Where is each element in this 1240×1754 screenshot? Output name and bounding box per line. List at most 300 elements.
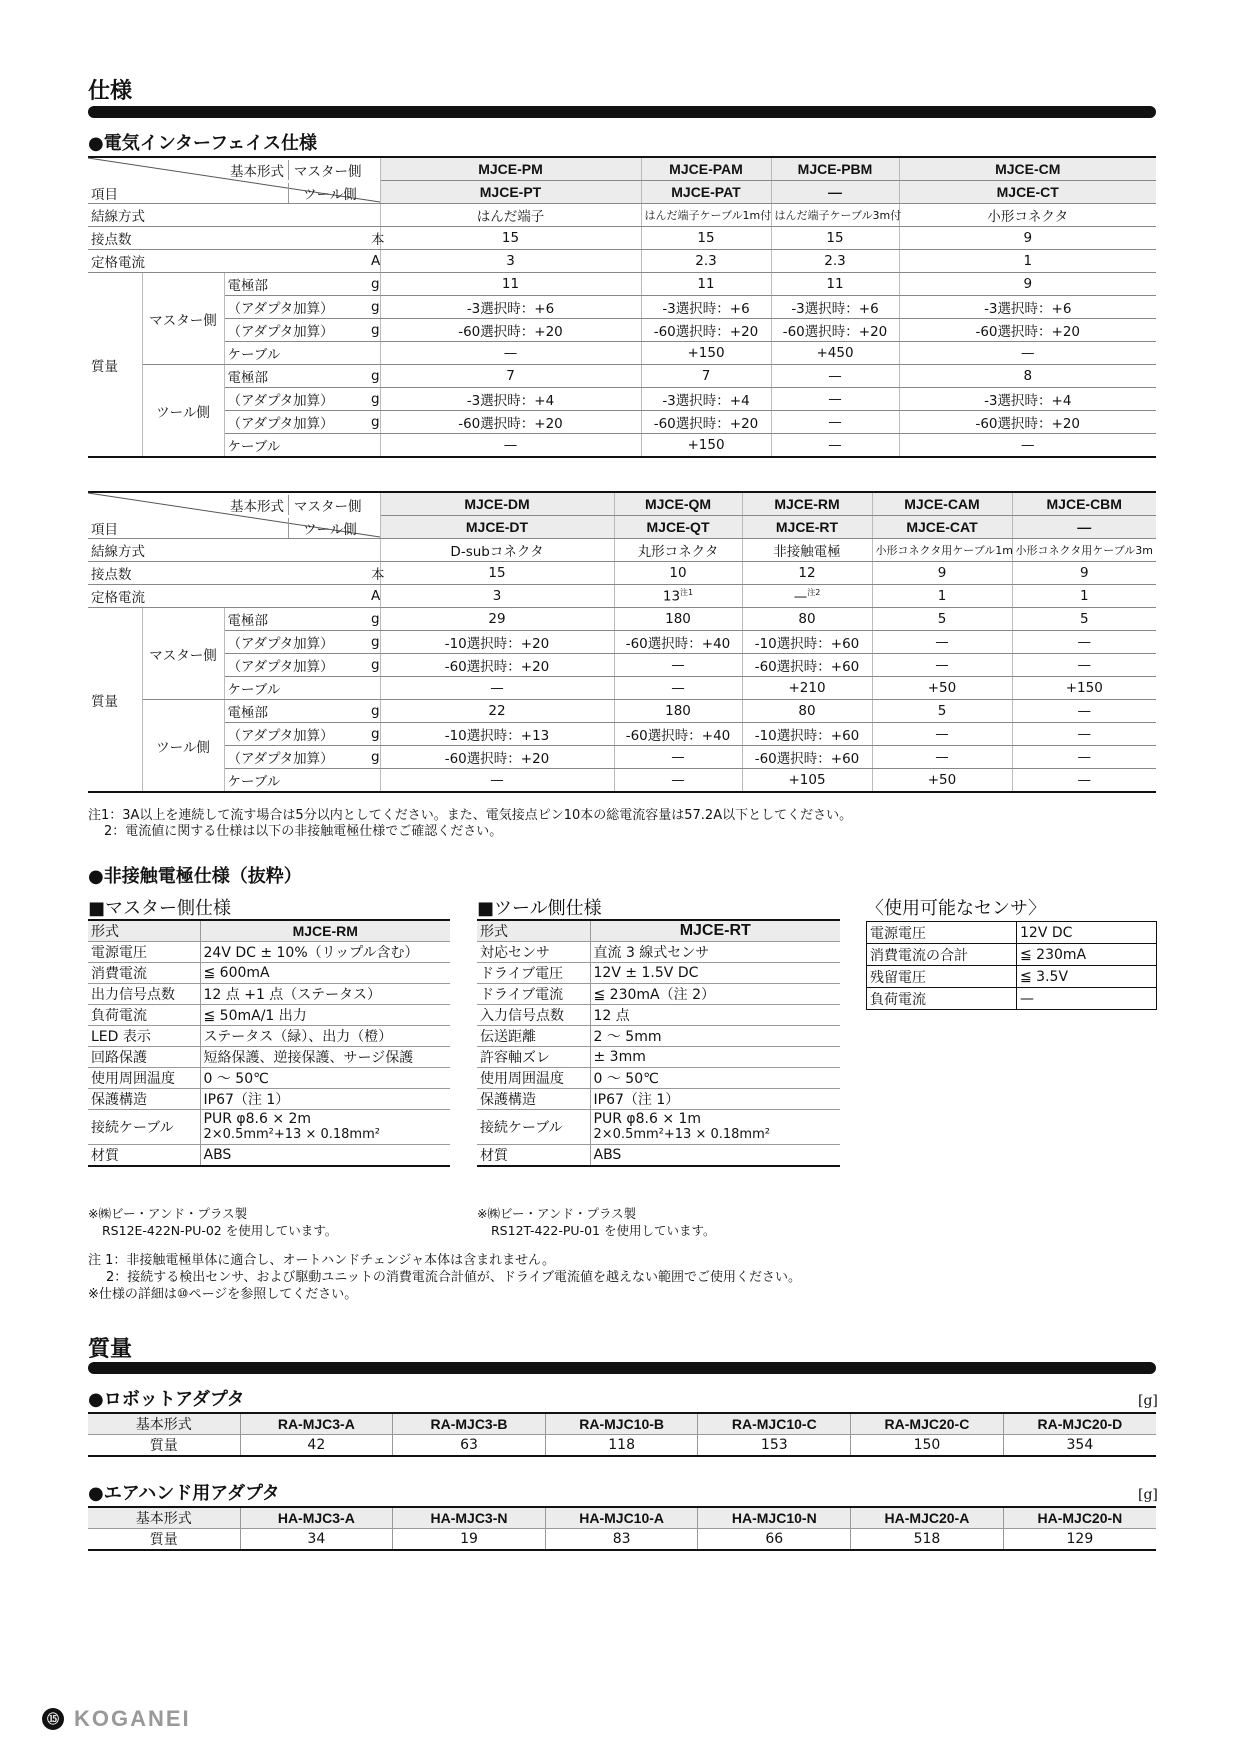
spec-value: ≦ 600mA bbox=[200, 963, 450, 984]
cell: 1 bbox=[899, 250, 1156, 273]
spec-value: IP67（注 1） bbox=[200, 1089, 450, 1110]
cell bbox=[742, 585, 872, 608]
cell: — bbox=[1012, 654, 1156, 677]
spec-key: 接続ケーブル bbox=[477, 1110, 590, 1145]
spec-value: 短絡保護、逆接保護、サージ保護 bbox=[200, 1047, 450, 1068]
cell: -10選択時：+13 bbox=[380, 723, 614, 746]
cell: — bbox=[771, 388, 899, 411]
cell: — bbox=[899, 434, 1156, 458]
cell: — bbox=[614, 677, 742, 700]
cell: -60選択時：+20 bbox=[380, 319, 641, 342]
cable-line-1: PUR φ8.6 × 1m bbox=[593, 1111, 702, 1127]
mass-value: 354 bbox=[1003, 1435, 1156, 1457]
mass-value: 34 bbox=[240, 1529, 393, 1551]
robot-title: ●ロボットアダプタ bbox=[88, 1389, 245, 1410]
cell: — bbox=[380, 434, 641, 458]
model-header: MJCE-DT bbox=[380, 516, 614, 539]
cell: — bbox=[1012, 700, 1156, 723]
spec-key: 保護構造 bbox=[477, 1089, 590, 1110]
spec-key: ドライブ電流 bbox=[477, 984, 590, 1005]
mass-value: 150 bbox=[851, 1435, 1004, 1457]
spec-row bbox=[477, 984, 840, 1005]
spec-key: 接続ケーブル bbox=[88, 1110, 200, 1145]
spec-value: ± 3mm bbox=[590, 1047, 840, 1068]
cell: -3選択時：+4 bbox=[641, 388, 771, 411]
model-header: MJCE-PM bbox=[380, 157, 641, 181]
cell: — bbox=[614, 746, 742, 769]
cell: — bbox=[872, 723, 1012, 746]
spec-model: MJCE-RT bbox=[590, 920, 840, 942]
cable-line-2: 2×0.5mm²+13 × 0.18mm² bbox=[593, 1127, 770, 1142]
model-header: — bbox=[1012, 516, 1156, 539]
model-header: MJCE-CT bbox=[899, 181, 1156, 204]
row-label: ケーブル bbox=[224, 342, 380, 365]
header-kihon: 基本形式 bbox=[88, 1413, 240, 1435]
unit: g bbox=[368, 608, 380, 631]
unit: g bbox=[368, 631, 380, 654]
cell: — bbox=[771, 365, 899, 388]
cell: -3選択時：+4 bbox=[899, 388, 1156, 411]
row-label: （アダプタ加算） bbox=[224, 388, 368, 411]
model-header: RA-MJC3-A bbox=[240, 1413, 393, 1435]
cell: 小形コネクタ bbox=[899, 204, 1156, 227]
header-kihon: 基本形式 bbox=[230, 164, 284, 180]
model-header: HA-MJC3-N bbox=[393, 1507, 546, 1529]
row-label: 電極部 bbox=[224, 273, 368, 296]
row-label: 接点数 bbox=[88, 227, 368, 250]
master-foot-1: ※㈱ビー・アンド・プラス製 bbox=[88, 1206, 248, 1221]
spec-row bbox=[477, 1026, 840, 1047]
row-label: 結線方式 bbox=[88, 539, 380, 562]
spec-value: 24V DC ± 10%（リップル含む） bbox=[200, 942, 450, 963]
cell: — bbox=[380, 342, 641, 365]
model-header: MJCE-PT bbox=[380, 181, 641, 204]
mass-value: 83 bbox=[545, 1529, 698, 1551]
cell: 3 bbox=[380, 250, 641, 273]
model-header: HA-MJC3-A bbox=[240, 1507, 393, 1529]
cell: -60選択時：+20 bbox=[641, 319, 771, 342]
cell: 小形コネクタ用ケーブル1m bbox=[872, 539, 1012, 562]
cell: 22 bbox=[380, 700, 614, 723]
spec-key: 材質 bbox=[477, 1145, 590, 1167]
model-header: HA-MJC20-A bbox=[851, 1507, 1004, 1529]
unit: 本 bbox=[368, 562, 380, 585]
spec-key: LED 表示 bbox=[88, 1026, 200, 1047]
header-master: マスター側 bbox=[288, 495, 362, 515]
cell: 11 bbox=[641, 273, 771, 296]
cell: 1 bbox=[872, 585, 1012, 608]
cell: -60選択時：+20 bbox=[771, 319, 899, 342]
sensor-row bbox=[867, 988, 1157, 1010]
master-spec-table bbox=[88, 919, 450, 1167]
row-label: ケーブル bbox=[224, 434, 380, 458]
model-header: MJCE-PBM bbox=[771, 157, 899, 181]
sensor-key: 電源電圧 bbox=[867, 922, 1017, 944]
cell: — bbox=[872, 631, 1012, 654]
model-header: MJCE-RM bbox=[742, 492, 872, 516]
cell: 7 bbox=[641, 365, 771, 388]
spec-value: 2 ～ 5mm bbox=[590, 1026, 840, 1047]
cell: 3 bbox=[380, 585, 614, 608]
spec-row bbox=[88, 1005, 450, 1026]
cell: — bbox=[614, 654, 742, 677]
cell: 非接触電極 bbox=[742, 539, 872, 562]
cell: はんだ端子ケーブル1m付 bbox=[641, 204, 771, 227]
cell: 15 bbox=[641, 227, 771, 250]
spec-row bbox=[477, 1110, 840, 1145]
section-bar bbox=[88, 106, 1156, 118]
cell: 5 bbox=[872, 700, 1012, 723]
cell: -60選択時：+60 bbox=[742, 746, 872, 769]
mass-value: 63 bbox=[393, 1435, 546, 1457]
note-ref: 注2 bbox=[807, 588, 821, 598]
cell: -10選択時：+60 bbox=[742, 631, 872, 654]
sensor-row bbox=[867, 944, 1157, 966]
cell: -60選択時：+20 bbox=[380, 411, 641, 434]
cell: +150 bbox=[641, 342, 771, 365]
cell: -60選択時：+60 bbox=[742, 654, 872, 677]
spec-key: 負荷電流 bbox=[88, 1005, 200, 1026]
cell: — bbox=[1012, 746, 1156, 769]
cell: — bbox=[872, 746, 1012, 769]
row-label: （アダプタ加算） bbox=[224, 411, 368, 434]
cell: — bbox=[1012, 631, 1156, 654]
unit: g bbox=[368, 700, 380, 723]
tool-side-label: ツール側 bbox=[142, 365, 224, 458]
note-ref: 注1 bbox=[680, 588, 694, 598]
spec-value: 0 ～ 50℃ bbox=[590, 1068, 840, 1089]
cell: 180 bbox=[614, 700, 742, 723]
cell: — bbox=[1012, 723, 1156, 746]
cell: -3選択時：+6 bbox=[641, 296, 771, 319]
spec-row bbox=[88, 963, 450, 984]
section-bar bbox=[88, 1362, 1156, 1374]
cell: 5 bbox=[872, 608, 1012, 631]
row-label: （アダプタ加算） bbox=[224, 296, 368, 319]
cell: 29 bbox=[380, 608, 614, 631]
cell: +105 bbox=[742, 769, 872, 793]
cable-line-1: PUR φ8.6 × 2m bbox=[203, 1111, 312, 1127]
model-header: MJCE-PAM bbox=[641, 157, 771, 181]
sensor-value: 12V DC bbox=[1017, 922, 1157, 944]
mass-label: 質量 bbox=[88, 608, 142, 793]
cell: 2.3 bbox=[641, 250, 771, 273]
header-diagonal-cell bbox=[88, 492, 368, 539]
row-label: （アダプタ加算） bbox=[224, 723, 368, 746]
master-foot-2: RS12E-422N-PU-02 を使用しています。 bbox=[102, 1223, 338, 1238]
spec-row bbox=[477, 963, 840, 984]
unit: g bbox=[368, 365, 380, 388]
row-label: 定格電流 bbox=[88, 585, 368, 608]
cell: 9 bbox=[1012, 562, 1156, 585]
row-label: （アダプタ加算） bbox=[224, 654, 368, 677]
note-5: ※仕様の詳細は⑩ページを参照してください。 bbox=[88, 1287, 358, 1302]
spec-row bbox=[88, 1110, 450, 1145]
spec-row bbox=[477, 1145, 840, 1167]
unit: g bbox=[368, 296, 380, 319]
spec-row bbox=[477, 1005, 840, 1026]
cell: -60選択時：+20 bbox=[380, 654, 614, 677]
page-number: ⑮ bbox=[46, 1712, 59, 1726]
robot-mass-table bbox=[88, 1412, 1156, 1457]
sensor-table bbox=[866, 921, 1157, 1010]
mass-value: 66 bbox=[698, 1529, 851, 1551]
mass-value: 42 bbox=[240, 1435, 393, 1457]
mass-label: 質量 bbox=[88, 273, 142, 458]
cell: +50 bbox=[872, 769, 1012, 793]
cell: -3選択時：+4 bbox=[380, 388, 641, 411]
spec-key: 消費電流 bbox=[88, 963, 200, 984]
cell: -60選択時：+20 bbox=[380, 746, 614, 769]
cell-value: — bbox=[793, 588, 808, 605]
cell-value: 13 bbox=[662, 588, 681, 605]
airhand-mass-table bbox=[88, 1506, 1156, 1551]
cell: — bbox=[872, 654, 1012, 677]
spec-value: IP67（注 1） bbox=[590, 1089, 840, 1110]
cell: はんだ端子ケーブル3m付 bbox=[771, 204, 899, 227]
spec-row bbox=[88, 1068, 450, 1089]
spec-value: ABS bbox=[590, 1145, 840, 1167]
cell: 15 bbox=[771, 227, 899, 250]
spec-key: 使用周囲温度 bbox=[88, 1068, 200, 1089]
cell: 7 bbox=[380, 365, 641, 388]
cell: 15 bbox=[380, 227, 641, 250]
header-kihon: 基本形式 bbox=[230, 499, 284, 515]
spec-key: 入力信号点数 bbox=[477, 1005, 590, 1026]
row-label: ケーブル bbox=[224, 769, 380, 793]
spec-row bbox=[477, 1089, 840, 1110]
cell: 15 bbox=[380, 562, 614, 585]
spec-row bbox=[88, 1047, 450, 1068]
sensor-row bbox=[867, 966, 1157, 988]
header-item: 項目 bbox=[91, 187, 118, 203]
unit: g bbox=[368, 411, 380, 434]
section-title-mass: 質量 bbox=[88, 1337, 133, 1362]
spec-key: 保護構造 bbox=[88, 1089, 200, 1110]
row-label: 定格電流 bbox=[88, 250, 368, 273]
cell: — bbox=[771, 411, 899, 434]
spec-key: 形式 bbox=[88, 920, 200, 942]
sensor-row bbox=[867, 922, 1157, 944]
section-title-spec: 仕様 bbox=[88, 79, 133, 104]
spec-row bbox=[477, 942, 840, 963]
cell: 9 bbox=[899, 273, 1156, 296]
note-3: 注 1：非接触電極単体に適合し、オートハンドチェンジャ本体は含まれません。 bbox=[88, 1253, 555, 1268]
master-spec-title: ■マスター側仕様 bbox=[88, 898, 232, 919]
cell: -60選択時：+20 bbox=[899, 411, 1156, 434]
cell: 80 bbox=[742, 608, 872, 631]
spec-value: 12 点 bbox=[590, 1005, 840, 1026]
spec-key: 使用周囲温度 bbox=[477, 1068, 590, 1089]
airhand-unit: [g] bbox=[1138, 1487, 1158, 1503]
model-header: MJCE-CBM bbox=[1012, 492, 1156, 516]
tool-spec-table bbox=[477, 919, 840, 1167]
header-master: マスター側 bbox=[288, 160, 362, 180]
cell bbox=[614, 585, 742, 608]
unit: 本 bbox=[368, 227, 380, 250]
cell: -60選択時：+20 bbox=[899, 319, 1156, 342]
row-label: （アダプタ加算） bbox=[224, 631, 368, 654]
spec-value bbox=[590, 1110, 840, 1145]
cell: 丸形コネクタ bbox=[614, 539, 742, 562]
spec-key: 伝送距離 bbox=[477, 1026, 590, 1047]
model-header: MJCE-CAM bbox=[872, 492, 1012, 516]
cell: -3選択時：+6 bbox=[899, 296, 1156, 319]
tool-foot-2: RS12T-422-PU-01 を使用しています。 bbox=[491, 1223, 716, 1238]
row-label: 電極部 bbox=[224, 608, 368, 631]
mass-value: 153 bbox=[698, 1435, 851, 1457]
cell: +150 bbox=[641, 434, 771, 458]
master-side-label: マスター側 bbox=[142, 273, 224, 365]
header-kihon: 基本形式 bbox=[88, 1507, 240, 1529]
row-label: （アダプタ加算） bbox=[224, 319, 368, 342]
model-header: RA-MJC3-B bbox=[393, 1413, 546, 1435]
spec-key: 材質 bbox=[88, 1145, 200, 1167]
row-label: ケーブル bbox=[224, 677, 380, 700]
spec-value: 直流 3 線式センサ bbox=[590, 942, 840, 963]
spec-key: 対応センサ bbox=[477, 942, 590, 963]
model-header: HA-MJC10-A bbox=[545, 1507, 698, 1529]
model-header: RA-MJC10-B bbox=[545, 1413, 698, 1435]
model-header: — bbox=[771, 181, 899, 204]
cell: +210 bbox=[742, 677, 872, 700]
note-2: 2：電流値に関する仕様は以下の非接触電極仕様でご確認ください。 bbox=[104, 824, 503, 839]
unit: g bbox=[368, 273, 380, 296]
spec-row bbox=[88, 1026, 450, 1047]
unit: g bbox=[368, 723, 380, 746]
spec-model: MJCE-RM bbox=[200, 920, 450, 942]
unit: A bbox=[368, 250, 380, 273]
cable-line-2: 2×0.5mm²+13 × 0.18mm² bbox=[203, 1127, 380, 1142]
elec-spec-table-1 bbox=[88, 156, 1156, 458]
sensor-key: 残留電圧 bbox=[867, 966, 1017, 988]
spec-key: 回路保護 bbox=[88, 1047, 200, 1068]
cell: +450 bbox=[771, 342, 899, 365]
mass-value: 118 bbox=[545, 1435, 698, 1457]
header-mass: 質量 bbox=[88, 1435, 240, 1457]
cell: -10選択時：+60 bbox=[742, 723, 872, 746]
row-label: 結線方式 bbox=[88, 204, 380, 227]
tool-spec-title: ■ツール側仕様 bbox=[477, 898, 602, 919]
cell: — bbox=[1012, 769, 1156, 793]
cell: -10選択時：+20 bbox=[380, 631, 614, 654]
sensor-value: — bbox=[1017, 988, 1157, 1010]
header-item: 項目 bbox=[91, 522, 118, 538]
unit: g bbox=[368, 654, 380, 677]
model-header: MJCE-CAT bbox=[872, 516, 1012, 539]
cell: 11 bbox=[380, 273, 641, 296]
spec-key: 出力信号点数 bbox=[88, 984, 200, 1005]
spec-row bbox=[88, 942, 450, 963]
sensor-value: ≦ 3.5V bbox=[1017, 966, 1157, 988]
row-label: 電極部 bbox=[224, 365, 368, 388]
subsection-title-noncontact: ●非接触電極仕様（抜粋） bbox=[88, 866, 302, 887]
cell: -60選択時：+40 bbox=[614, 631, 742, 654]
spec-value: ステータス（緑）、出力（橙） bbox=[200, 1026, 450, 1047]
master-side-label: マスター側 bbox=[142, 608, 224, 700]
row-label: 電極部 bbox=[224, 700, 368, 723]
page-number-badge bbox=[42, 1708, 64, 1730]
model-header: RA-MJC10-C bbox=[698, 1413, 851, 1435]
spec-row bbox=[477, 1047, 840, 1068]
robot-unit: [g] bbox=[1138, 1393, 1158, 1409]
model-header: MJCE-RT bbox=[742, 516, 872, 539]
mass-value: 129 bbox=[1003, 1529, 1156, 1551]
cell: +50 bbox=[872, 677, 1012, 700]
model-header: RA-MJC20-C bbox=[851, 1413, 1004, 1435]
spec-value: 12 点 +1 点（ステータス） bbox=[200, 984, 450, 1005]
spec-key: 許容軸ズレ bbox=[477, 1047, 590, 1068]
mass-value: 19 bbox=[393, 1529, 546, 1551]
note-1: 注1：3A以上を連続して流す場合は5分以内としてください。また、電気接点ピン10本の総電流容量は57.2A以下としてください。 bbox=[88, 808, 853, 823]
cell: — bbox=[380, 769, 614, 793]
unit: A bbox=[368, 585, 380, 608]
cell: -60選択時：+40 bbox=[614, 723, 742, 746]
note-4: 2：接続する検出センサ、および駆動ユニットの消費電流合計値が、ドライブ電流値を越えない範囲でご使用ください。 bbox=[106, 1270, 802, 1285]
cell: +150 bbox=[1012, 677, 1156, 700]
spec-row bbox=[477, 1068, 840, 1089]
spec-value: ≦ 50mA/1 出力 bbox=[200, 1005, 450, 1026]
tool-foot-1: ※㈱ビー・アンド・プラス製 bbox=[477, 1206, 637, 1221]
subsection-title-elec: ●電気インターフェイス仕様 bbox=[88, 133, 318, 154]
spec-key: ドライブ電圧 bbox=[477, 963, 590, 984]
cell: 小形コネクタ用ケーブル3m bbox=[1012, 539, 1156, 562]
spec-row bbox=[88, 1089, 450, 1110]
elec-spec-table-2 bbox=[88, 491, 1156, 793]
spec-value: 0 ～ 50℃ bbox=[200, 1068, 450, 1089]
cell: 2.3 bbox=[771, 250, 899, 273]
cell: 180 bbox=[614, 608, 742, 631]
model-header: MJCE-PAT bbox=[641, 181, 771, 204]
spec-value: ABS bbox=[200, 1145, 450, 1167]
unit: g bbox=[368, 388, 380, 411]
model-header: MJCE-QT bbox=[614, 516, 742, 539]
cell: — bbox=[899, 342, 1156, 365]
sensor-value: ≦ 230mA bbox=[1017, 944, 1157, 966]
cell: 80 bbox=[742, 700, 872, 723]
header-diagonal-cell bbox=[88, 157, 368, 204]
model-header: MJCE-DM bbox=[380, 492, 614, 516]
spec-row bbox=[88, 984, 450, 1005]
cell: -60選択時：+20 bbox=[641, 411, 771, 434]
cell: D-subコネクタ bbox=[380, 539, 614, 562]
model-header: HA-MJC20-N bbox=[1003, 1507, 1156, 1529]
spec-key: 電源電圧 bbox=[88, 942, 200, 963]
sensor-key: 負荷電流 bbox=[867, 988, 1017, 1010]
model-header: MJCE-CM bbox=[899, 157, 1156, 181]
model-header: MJCE-QM bbox=[614, 492, 742, 516]
spec-key: 形式 bbox=[477, 920, 590, 942]
cell: — bbox=[771, 434, 899, 458]
unit: g bbox=[368, 746, 380, 769]
brand-logo: KOGANEI bbox=[74, 1706, 191, 1731]
cell: — bbox=[614, 769, 742, 793]
header-mass: 質量 bbox=[88, 1529, 240, 1551]
cell: 1 bbox=[1012, 585, 1156, 608]
spec-value: ≦ 230mA（注 2） bbox=[590, 984, 840, 1005]
spec-value bbox=[200, 1110, 450, 1145]
header-tool: ツール側 bbox=[288, 518, 357, 538]
cell: -3選択時：+6 bbox=[771, 296, 899, 319]
cell: 11 bbox=[771, 273, 899, 296]
cell: はんだ端子 bbox=[380, 204, 641, 227]
unit: g bbox=[368, 319, 380, 342]
model-header: RA-MJC20-D bbox=[1003, 1413, 1156, 1435]
sensor-key: 消費電流の合計 bbox=[867, 944, 1017, 966]
cell: 5 bbox=[1012, 608, 1156, 631]
cell: 8 bbox=[899, 365, 1156, 388]
spec-row bbox=[88, 1145, 450, 1167]
